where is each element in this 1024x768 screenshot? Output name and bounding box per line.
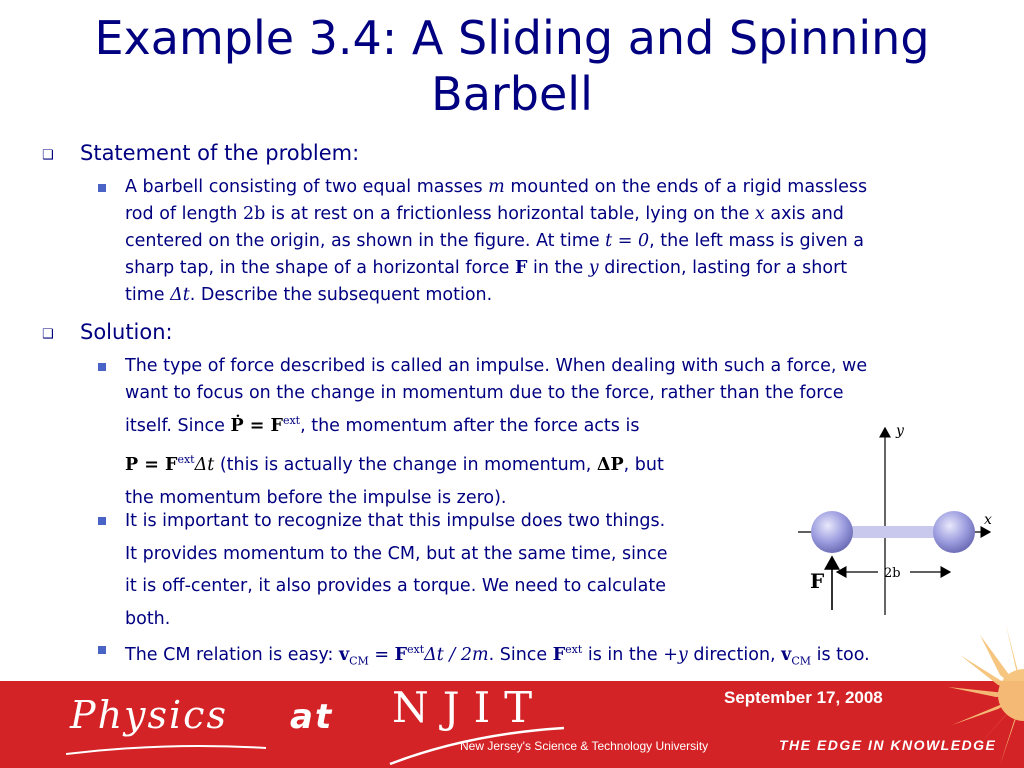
njit-tagline: New Jersey's Science & Technology University xyxy=(460,739,709,753)
square-bullet-icon xyxy=(98,646,106,654)
cm-paragraph: The CM relation is easy: $v_{CM} = F^{ext}\Delta t / 2m$. Since $F^{ext}$ is in the +y direction, $v_{CM}$ is too. xyxy=(125,643,870,668)
edge-slogan: THE EDGE IN KNOWLEDGE xyxy=(779,737,997,753)
slide-title xyxy=(0,10,1024,122)
barbell-figure xyxy=(790,420,1000,620)
x-axis-label: x xyxy=(984,512,992,528)
width-label: 2b xyxy=(884,566,901,581)
solution-heading: Solution: xyxy=(80,320,173,344)
impulse-paragraph: The type of force described is called an impulse. When dealing with such a force, we want to focus on the change in momentum due to the force, rather than the force itself. Since Ṗ = $F^{ext}$, the momentum after the force acts is $P = F^{ext}\Delta t$ (this is actually the change in momentum, ΔP, but the momentum before the impulse is zero). xyxy=(125,356,868,508)
physics-underline xyxy=(66,740,266,760)
square-bullet-icon xyxy=(98,363,106,371)
hollow-square-bullet-icon: ❑ xyxy=(42,148,54,163)
force-label: F xyxy=(810,569,825,593)
title-line-1: Example 3.4: A Sliding and Spinning xyxy=(94,11,930,65)
y-axis-label: y xyxy=(896,423,904,439)
slide-date: September 17, 2008 xyxy=(724,688,883,707)
title-line-2: Barbell xyxy=(431,67,593,121)
at-text: at xyxy=(290,697,334,737)
physics-logo-text: Physics xyxy=(70,693,228,737)
hollow-square-bullet-icon: ❑ xyxy=(42,327,54,342)
two-things-paragraph: It is important to recognize that this impulse does two things. It provides momentum to the CM, but at the same time, since it is off-center, it also provides a torque. We need to calculate both. xyxy=(125,511,668,629)
left-mass xyxy=(811,511,853,553)
njit-logo: NJIT xyxy=(392,683,547,732)
statement-heading: Statement of the problem: xyxy=(80,141,360,165)
right-mass xyxy=(933,511,975,553)
statement-paragraph: A barbell consisting of two equal masses m mounted on the ends of a rigid massless rod of length 2b is at rest on a frictionless horizontal table, lying on the x axis and centered on the origin, as shown in the figure. At time t = 0, the left mass is given a sharp tap, in the shape of a horizontal force F in the y direction, lasting for a short time Δt. Describe the subsequent motion. xyxy=(125,177,868,305)
square-bullet-icon xyxy=(98,517,106,525)
square-bullet-icon xyxy=(98,184,106,192)
